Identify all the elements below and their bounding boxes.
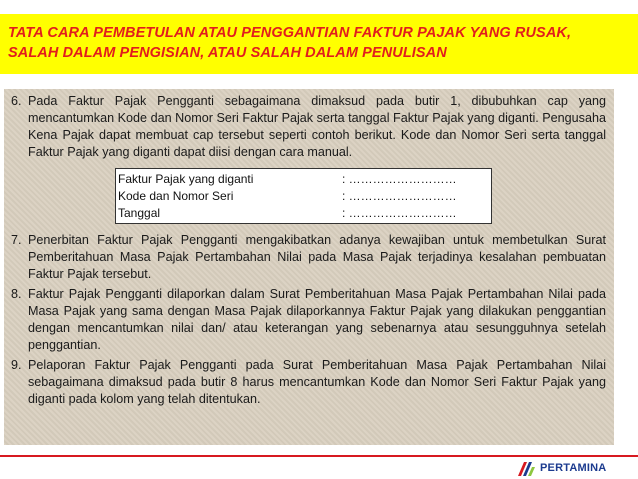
content-panel <box>4 89 614 445</box>
stamp-row <box>118 205 491 222</box>
stamp-example-box <box>115 168 492 224</box>
list-item-9 <box>11 357 606 408</box>
item-number: 9. <box>11 358 22 372</box>
item-number: 7. <box>11 233 22 247</box>
pertamina-logo <box>516 460 606 476</box>
stamp-value: : ……………………… <box>342 189 457 203</box>
stamp-label: Tanggal <box>118 206 161 220</box>
logo-text: PERTAMINA <box>540 462 607 474</box>
pertamina-logo-icon <box>516 460 536 476</box>
item-text: Pelaporan Faktur Pajak Pengganti pada Surat Pemberitahuan Masa Pajak Pertambahan Nilai sebagaimana dimaksud pada butir 8 harus mencantumkan Kode dan Nomor Seri Faktur Pajak yang diganti pada kolom yang telah ditentukan. <box>28 358 606 406</box>
slide-title <box>0 14 638 74</box>
stamp-row <box>118 171 491 188</box>
stamp-row <box>118 188 491 205</box>
item-number: 8. <box>11 287 22 301</box>
item-text: Penerbitan Faktur Pajak Pengganti mengakibatkan adanya kewajiban untuk membetulkan Surat Pemberitahuan Masa Pajak Pertambahan Nilai pada Masa Pajak terjadinya kesalahan pembuatan Faktur Pajak tersebut. <box>28 233 606 281</box>
stamp-value: : ……………………… <box>342 206 457 220</box>
list-item-7 <box>11 232 606 283</box>
stamp-label: Kode dan Nomor Seri <box>118 189 234 203</box>
item-text: Faktur Pajak Pengganti dilaporkan dalam Surat Pemberitahuan Masa Pajak Pertambahan Nilai pada Masa Pajak yang sama dengan Masa Pajak dilaporkannya Faktur Pajak yang dilakukan penggantian dengan mencantumkan nilai dan/ atau keterangan yang sebenarnya atau sesungguhnya setelah penggantian. <box>28 287 606 352</box>
list-item-8 <box>11 286 606 354</box>
title-line-1: TATA CARA PEMBETULAN ATAU PENGGANTIAN FAKTUR PAJAK YANG RUSAK, <box>8 25 572 41</box>
item-number: 6. <box>11 94 22 108</box>
item-text: Pada Faktur Pajak Pengganti sebagaimana dimaksud pada butir 1, dibubuhkan cap yang mencantumkan Kode dan Nomor Seri Faktur Pajak serta tanggal Faktur Pajak yang diganti. Pengusaha Kena Pajak dapat membuat cap tersebut seperti contoh berikut. Kode dan Nomor Seri serta tanggal Faktur Pajak yang diganti dapat diisi dengan cara manual. <box>28 94 606 159</box>
list-item-6 <box>11 93 606 161</box>
title-line-2: SALAH DALAM PENGISIAN, ATAU SALAH DALAM PENULISAN <box>8 45 447 61</box>
stamp-label: Faktur Pajak yang diganti <box>118 172 254 186</box>
footer-divider <box>0 455 638 457</box>
stamp-value: : ……………………… <box>342 172 457 186</box>
